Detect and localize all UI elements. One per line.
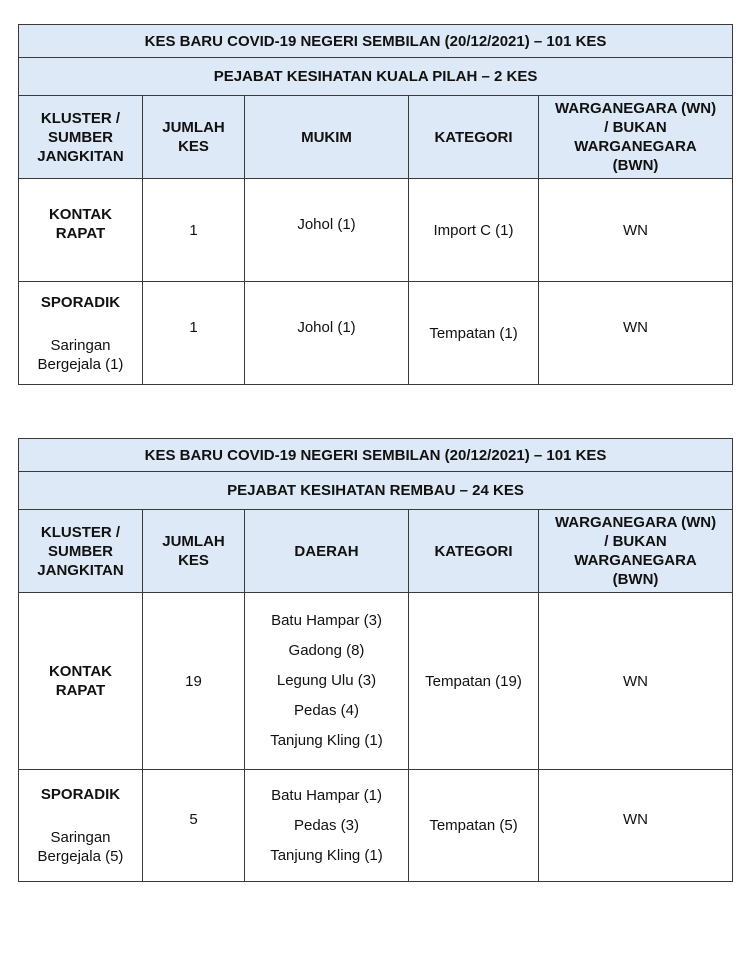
table-row — [19, 179, 733, 282]
cell-areas: Johol (1) — [245, 179, 409, 282]
cell-category: Tempatan (19) — [409, 593, 539, 770]
area-item: Pedas (3) — [293, 816, 360, 834]
rembau-case-table — [18, 438, 733, 882]
cell-count: 19 — [143, 593, 245, 770]
col-header-category: KATEGORI — [409, 96, 539, 179]
area-item: Pedas (4) — [293, 702, 360, 719]
table-row — [19, 593, 733, 770]
cell-count: 1 — [143, 179, 245, 282]
cell-source: KONTAK RAPAT — [19, 179, 143, 282]
area-item: Tanjung Kling (1) — [270, 846, 383, 864]
report-title: KES BARU COVID-19 NEGERI SEMBILAN (20/12/2021) – 101 KES — [19, 25, 733, 58]
col-header-citizenship: WARGANEGARA (WN) / BUKAN WARGANEGARA (BWN) — [539, 510, 733, 593]
cell-category: Import C (1) — [409, 179, 539, 282]
office-title: PEJABAT KESIHATAN REMBAU – 24 KES — [19, 472, 733, 510]
cell-category: Tempatan (5) — [409, 770, 539, 882]
col-header-area: DAERAH — [245, 510, 409, 593]
col-header-citizenship: WARGANEGARA (WN) / BUKAN WARGANEGARA (BWN) — [539, 96, 733, 179]
kuala-pilah-case-table — [18, 24, 733, 385]
col-header-source: KLUSTER / SUMBER JANGKITAN — [19, 510, 143, 593]
cell-citizenship: WN — [539, 770, 733, 882]
area-item: Tanjung Kling (1) — [270, 732, 383, 749]
cell-citizenship: WN — [539, 282, 733, 385]
cell-citizenship: WN — [539, 179, 733, 282]
col-header-category: KATEGORI — [409, 510, 539, 593]
area-item: Legung Ulu (3) — [276, 672, 377, 689]
cell-count: 1 — [143, 282, 245, 385]
col-header-count: JUMLAH KES — [143, 96, 245, 179]
cell-citizenship: WN — [539, 593, 733, 770]
col-header-area: MUKIM — [245, 96, 409, 179]
cell-areas — [245, 593, 409, 770]
office-title: PEJABAT KESIHATAN KUALA PILAH – 2 KES — [19, 58, 733, 96]
table-row — [19, 282, 733, 385]
cell-source: SPORADIK Saringan Bergejala (1) — [19, 282, 143, 385]
col-header-source: KLUSTER / SUMBER JANGKITAN — [19, 96, 143, 179]
cell-areas — [245, 770, 409, 882]
cell-source: KONTAK RAPAT — [19, 593, 143, 770]
area-item: Gadong (8) — [288, 642, 365, 659]
cell-category: Tempatan (1) — [409, 282, 539, 385]
cell-areas: Johol (1) — [245, 282, 409, 385]
area-item: Batu Hampar (3) — [271, 612, 382, 629]
cell-count: 5 — [143, 770, 245, 882]
col-header-count: JUMLAH KES — [143, 510, 245, 593]
table-row — [19, 770, 733, 882]
area-item: Batu Hampar (1) — [271, 786, 382, 804]
cell-source: SPORADIK Saringan Bergejala (5) — [19, 770, 143, 882]
report-title: KES BARU COVID-19 NEGERI SEMBILAN (20/12/2021) – 101 KES — [19, 439, 733, 472]
